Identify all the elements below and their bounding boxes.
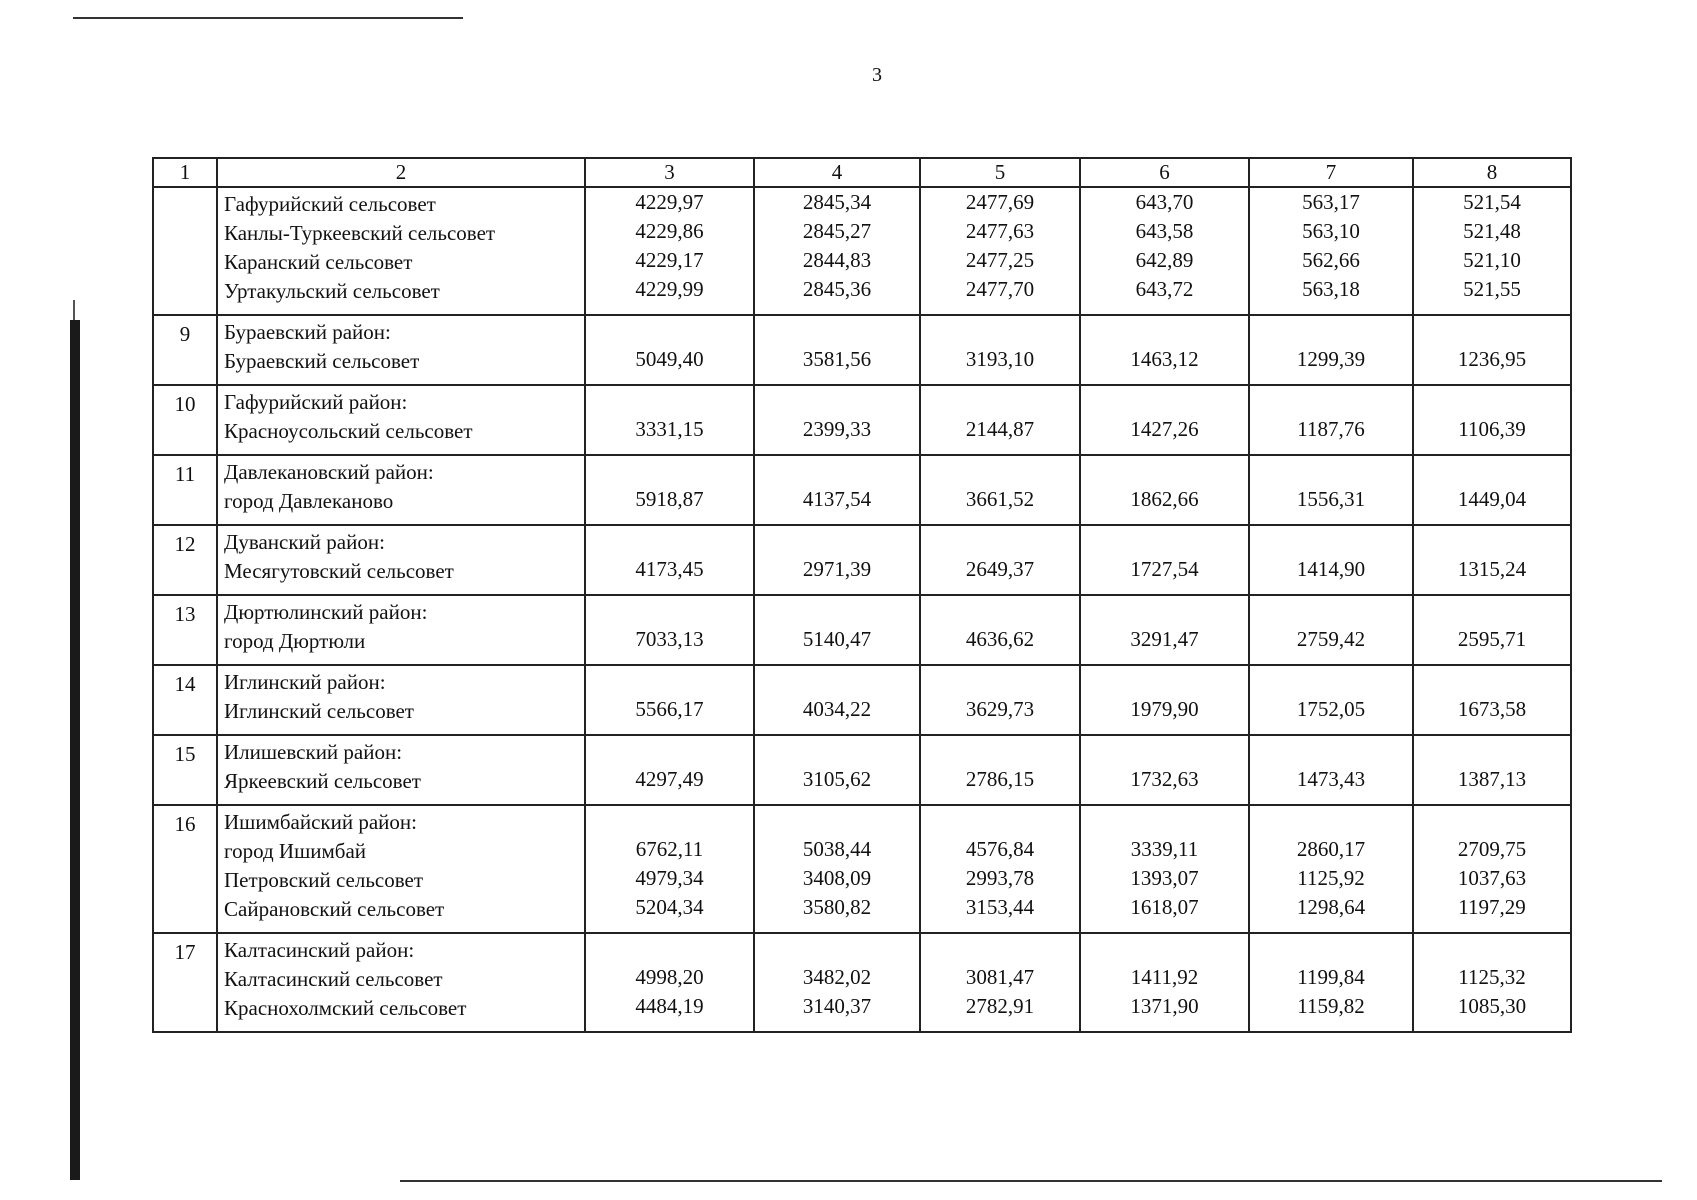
value-text: 1411,92 [1130, 965, 1199, 989]
header-cell: 3 [585, 158, 754, 187]
name-cell [217, 187, 585, 315]
value-text: 5049,40 [635, 347, 704, 371]
value-text: 2144,87 [965, 417, 1035, 441]
value-text: 1159,82 [1297, 994, 1365, 1018]
value-cell [1413, 595, 1571, 665]
value-cell [1249, 805, 1413, 933]
value-cell [585, 665, 754, 735]
spacer [1081, 316, 1248, 345]
value-text: 1387,13 [1457, 767, 1527, 791]
row-number-cell: 13 [153, 595, 217, 665]
value-text: 1862,66 [1130, 487, 1199, 511]
value-text: 4137,54 [802, 487, 872, 511]
value-text: 3661,52 [965, 487, 1035, 511]
value-cell [754, 665, 920, 735]
value-cell [1249, 525, 1413, 595]
value-text: 563,18 [1302, 277, 1360, 301]
value-text: 1732,63 [1130, 767, 1199, 791]
district-label: Бураевский район: [224, 320, 391, 344]
value-cell [754, 455, 920, 525]
spacer [1250, 386, 1412, 415]
value-cell [920, 455, 1080, 525]
value-text: 1673,58 [1457, 697, 1527, 721]
value-text: 3291,47 [1130, 627, 1199, 651]
row-number-cell: 16 [153, 805, 217, 933]
value-text: 1371,90 [1130, 994, 1199, 1018]
value-text: 4636,62 [965, 627, 1035, 651]
value-cell [754, 595, 920, 665]
table-row [153, 315, 1571, 385]
header-cell: 7 [1249, 158, 1413, 187]
header-cell: 4 [754, 158, 920, 187]
district-label: Дуванский район: [224, 530, 385, 554]
settlement-label: Калтасинский сельсовет [224, 967, 443, 991]
value-text: 6762,11 [635, 837, 704, 861]
value-text: 563,17 [1302, 190, 1360, 214]
value-text: 1449,04 [1457, 487, 1527, 511]
value-text: 3581,56 [802, 347, 872, 371]
value-text: 4229,99 [635, 277, 704, 301]
value-cell [585, 595, 754, 665]
spacer [921, 934, 1079, 963]
value-cell [1080, 187, 1249, 315]
value-text: 562,66 [1302, 248, 1360, 272]
spacer [755, 666, 919, 695]
settlement-label: Канлы-Туркеевский сельсовет [224, 221, 496, 245]
value-text: 5566,17 [635, 697, 704, 721]
value-cell [585, 933, 754, 1032]
table-row [153, 455, 1571, 525]
spacer [1414, 596, 1570, 625]
table-row [153, 665, 1571, 735]
value-cell [1249, 735, 1413, 805]
value-cell [920, 315, 1080, 385]
value-text: 1752,05 [1296, 697, 1366, 721]
value-text: 2477,69 [965, 190, 1035, 214]
value-cell [754, 187, 920, 315]
spacer [1414, 316, 1570, 345]
spacer [586, 316, 753, 345]
name-cell [217, 735, 585, 805]
spacer [1414, 806, 1570, 835]
value-cell [754, 933, 920, 1032]
spacer [921, 316, 1079, 345]
spacer [586, 456, 753, 485]
row-number-cell: 12 [153, 525, 217, 595]
spacer [1081, 596, 1248, 625]
settlement-label: Яркеевский сельсовет [224, 769, 421, 793]
value-cell [1413, 735, 1571, 805]
district-label: Калтасинский район: [224, 938, 415, 962]
settlement-label: Краснохолмский сельсовет [224, 996, 467, 1020]
value-text: 1199,84 [1297, 965, 1365, 989]
value-cell [1080, 933, 1249, 1032]
spacer [1414, 386, 1570, 415]
spacer [755, 596, 919, 625]
spacer [586, 526, 753, 555]
value-text: 1315,24 [1457, 557, 1527, 581]
value-text: 1125,92 [1297, 866, 1365, 890]
district-label: Илишевский район: [224, 740, 403, 764]
header-cell: 5 [920, 158, 1080, 187]
value-text: 4229,97 [635, 190, 704, 214]
spacer [755, 316, 919, 345]
value-text: 2782,91 [965, 994, 1035, 1018]
value-text: 3339,11 [1130, 837, 1199, 861]
value-text: 1299,39 [1296, 347, 1366, 371]
table-row [153, 187, 1571, 315]
value-cell [1413, 933, 1571, 1032]
value-cell [1249, 665, 1413, 735]
header-cell: 2 [217, 158, 585, 187]
district-label: Гафурийский район: [224, 390, 408, 414]
name-cell [217, 595, 585, 665]
value-text: 2845,36 [802, 277, 872, 301]
district-label: Давлекановский район: [224, 460, 434, 484]
value-text: 2993,78 [965, 866, 1035, 890]
spacer [1081, 526, 1248, 555]
spacer [1414, 934, 1570, 963]
value-cell [1413, 315, 1571, 385]
spacer [755, 934, 919, 963]
name-cell [217, 805, 585, 933]
table-row [153, 933, 1571, 1032]
settlement-label: Бураевский сельсовет [224, 349, 420, 373]
value-text: 2786,15 [965, 767, 1035, 791]
value-cell [1249, 595, 1413, 665]
district-label: Иглинский район: [224, 670, 386, 694]
value-text: 4229,86 [635, 219, 704, 243]
name-cell [217, 665, 585, 735]
spacer [586, 934, 753, 963]
spacer [1414, 456, 1570, 485]
value-text: 2649,37 [965, 557, 1035, 581]
value-text: 1236,95 [1457, 347, 1527, 371]
value-cell [920, 933, 1080, 1032]
spacer [1250, 736, 1412, 765]
name-cell [217, 385, 585, 455]
spacer [586, 736, 753, 765]
value-text: 4484,19 [635, 994, 704, 1018]
value-text: 2477,63 [965, 219, 1035, 243]
spacer [755, 806, 919, 835]
value-text: 642,89 [1135, 248, 1194, 272]
settlement-label: Гафурийский сельсовет [224, 192, 436, 216]
value-cell [1080, 665, 1249, 735]
value-cell [1080, 805, 1249, 933]
value-cell [585, 385, 754, 455]
settlement-label: Петровский сельсовет [224, 868, 424, 892]
scan-edge-bar [70, 320, 80, 1180]
value-text: 521,10 [1463, 248, 1521, 272]
value-cell [920, 805, 1080, 933]
spacer [1250, 316, 1412, 345]
row-number-cell: 9 [153, 315, 217, 385]
value-cell [1249, 385, 1413, 455]
value-text: 2845,34 [802, 190, 872, 214]
value-text: 4998,20 [635, 965, 704, 989]
header-cell: 8 [1413, 158, 1571, 187]
table-row [153, 805, 1571, 933]
value-text: 563,10 [1302, 219, 1360, 243]
value-text: 1106,39 [1458, 417, 1526, 441]
spacer [1081, 736, 1248, 765]
name-cell [217, 525, 585, 595]
value-text: 3081,47 [965, 965, 1035, 989]
settlement-label: Красноусольский сельсовет [224, 419, 473, 443]
spacer [1414, 526, 1570, 555]
value-text: 1414,90 [1296, 557, 1366, 581]
value-cell [754, 735, 920, 805]
value-text: 1298,64 [1296, 895, 1366, 919]
value-text: 3629,73 [965, 697, 1035, 721]
value-text: 521,54 [1463, 190, 1521, 214]
value-text: 1085,30 [1457, 994, 1527, 1018]
spacer [921, 596, 1079, 625]
value-cell [1080, 315, 1249, 385]
value-cell [754, 385, 920, 455]
value-cell [1413, 385, 1571, 455]
value-text: 2845,27 [802, 219, 872, 243]
spacer [921, 806, 1079, 835]
spacer [755, 526, 919, 555]
spacer [1250, 934, 1412, 963]
value-cell [920, 735, 1080, 805]
value-cell [1249, 455, 1413, 525]
value-cell [1249, 315, 1413, 385]
value-cell [920, 665, 1080, 735]
settlement-label: Иглинский сельсовет [224, 699, 414, 723]
value-text: 1463,12 [1130, 347, 1199, 371]
value-text: 1393,07 [1130, 866, 1199, 890]
value-text: 7033,13 [635, 627, 704, 651]
value-cell [1249, 187, 1413, 315]
value-cell [754, 805, 920, 933]
value-text: 4576,84 [965, 837, 1035, 861]
row-number-cell: 17 [153, 933, 217, 1032]
value-text: 1979,90 [1130, 697, 1199, 721]
spacer [755, 386, 919, 415]
settlement-label: город Дюртюли [224, 629, 366, 653]
value-text: 1037,63 [1457, 866, 1527, 890]
name-cell [217, 455, 585, 525]
value-text: 3193,10 [965, 347, 1035, 371]
value-text: 2477,70 [965, 277, 1035, 301]
value-cell [585, 525, 754, 595]
spacer [1081, 666, 1248, 695]
value-cell [1080, 735, 1249, 805]
value-cell [1413, 805, 1571, 933]
value-text: 2709,75 [1457, 837, 1527, 861]
row-number-cell: 14 [153, 665, 217, 735]
value-text: 2860,17 [1296, 837, 1366, 861]
value-text: 3408,09 [802, 866, 872, 890]
value-text: 4173,45 [635, 557, 704, 581]
value-cell [1413, 455, 1571, 525]
spacer [586, 386, 753, 415]
value-text: 521,48 [1463, 219, 1521, 243]
spacer [921, 526, 1079, 555]
value-text: 4229,17 [635, 248, 704, 272]
spacer [755, 456, 919, 485]
spacer [586, 596, 753, 625]
value-cell [1413, 525, 1571, 595]
row-number-cell: 10 [153, 385, 217, 455]
value-text: 2971,39 [802, 557, 872, 581]
value-text: 1427,26 [1130, 417, 1199, 441]
row-number-cell: 11 [153, 455, 217, 525]
spacer [921, 386, 1079, 415]
header-cell: 6 [1080, 158, 1249, 187]
name-cell [217, 933, 585, 1032]
value-cell [1413, 187, 1571, 315]
spacer [1414, 666, 1570, 695]
district-label: Дюртюлинский район: [224, 600, 428, 624]
table-row [153, 735, 1571, 805]
value-text: 3482,02 [802, 965, 872, 989]
spacer [586, 806, 753, 835]
value-text: 4979,34 [635, 866, 704, 890]
row-number-cell: 15 [153, 735, 217, 805]
bottom-rule [400, 1180, 1662, 1182]
spacer [1081, 456, 1248, 485]
settlement-label: Месягутовский сельсовет [224, 559, 454, 583]
spacer [1081, 934, 1248, 963]
value-text: 2759,42 [1296, 627, 1366, 651]
value-cell [585, 187, 754, 315]
spacer [921, 736, 1079, 765]
spacer [1250, 456, 1412, 485]
settlement-label: Каранский сельсовет [224, 250, 413, 274]
value-text: 1187,76 [1297, 417, 1365, 441]
value-cell [585, 805, 754, 933]
row-number-cell [153, 187, 217, 315]
spacer [586, 666, 753, 695]
value-text: 521,55 [1463, 277, 1521, 301]
value-text: 5204,34 [635, 895, 704, 919]
value-cell [1080, 525, 1249, 595]
value-text: 3140,37 [802, 994, 872, 1018]
value-text: 643,70 [1135, 190, 1194, 214]
settlement-label: Уртакульский сельсовет [224, 279, 440, 303]
value-text: 4297,49 [635, 767, 704, 791]
spacer [1250, 596, 1412, 625]
value-cell [1080, 595, 1249, 665]
value-cell [585, 455, 754, 525]
table-row [153, 595, 1571, 665]
value-text: 643,58 [1135, 219, 1194, 243]
settlement-label: город Ишимбай [224, 839, 367, 863]
value-cell [1249, 933, 1413, 1032]
value-text: 2477,25 [965, 248, 1035, 272]
value-text: 1727,54 [1130, 557, 1199, 581]
header-row [153, 158, 1571, 187]
value-text: 2595,71 [1457, 627, 1527, 651]
table-body [153, 187, 1571, 1032]
header-cell: 1 [153, 158, 217, 187]
value-cell [754, 525, 920, 595]
table-row [153, 385, 1571, 455]
spacer [1250, 526, 1412, 555]
value-text: 3105,62 [802, 767, 872, 791]
spacer [1081, 386, 1248, 415]
value-text: 2399,33 [802, 417, 872, 441]
value-text: 5918,87 [635, 487, 704, 511]
spacer [1081, 806, 1248, 835]
spacer [921, 666, 1079, 695]
district-label: Ишимбайский район: [224, 810, 417, 834]
value-text: 1556,31 [1296, 487, 1366, 511]
value-text: 1618,07 [1130, 895, 1199, 919]
value-cell [920, 187, 1080, 315]
settlement-label: Сайрановский сельсовет [224, 897, 445, 921]
spacer [921, 456, 1079, 485]
settlement-label: город Давлеканово [224, 489, 394, 513]
value-cell [1080, 385, 1249, 455]
value-cell [920, 385, 1080, 455]
value-cell [1413, 665, 1571, 735]
name-cell [217, 315, 585, 385]
spacer [1250, 666, 1412, 695]
data-table [152, 157, 1572, 1033]
value-cell [754, 315, 920, 385]
top-rule [73, 17, 463, 19]
value-cell [585, 735, 754, 805]
value-text: 643,72 [1135, 277, 1194, 301]
spacer [755, 736, 919, 765]
value-text: 3331,15 [635, 417, 704, 441]
value-cell [1080, 455, 1249, 525]
value-cell [920, 525, 1080, 595]
page-number: 3 [872, 64, 882, 86]
table-row [153, 525, 1571, 595]
value-text: 5140,47 [802, 627, 872, 651]
value-text: 1197,29 [1458, 895, 1526, 919]
value-text: 2844,83 [802, 248, 872, 272]
spacer [1250, 806, 1412, 835]
value-text: 1125,32 [1458, 965, 1526, 989]
value-text: 3580,82 [802, 895, 872, 919]
value-cell [585, 315, 754, 385]
value-text: 1473,43 [1296, 767, 1366, 791]
value-text: 4034,22 [802, 697, 872, 721]
value-text: 5038,44 [802, 837, 872, 861]
value-cell [920, 595, 1080, 665]
value-text: 3153,44 [965, 895, 1035, 919]
spacer [1414, 736, 1570, 765]
